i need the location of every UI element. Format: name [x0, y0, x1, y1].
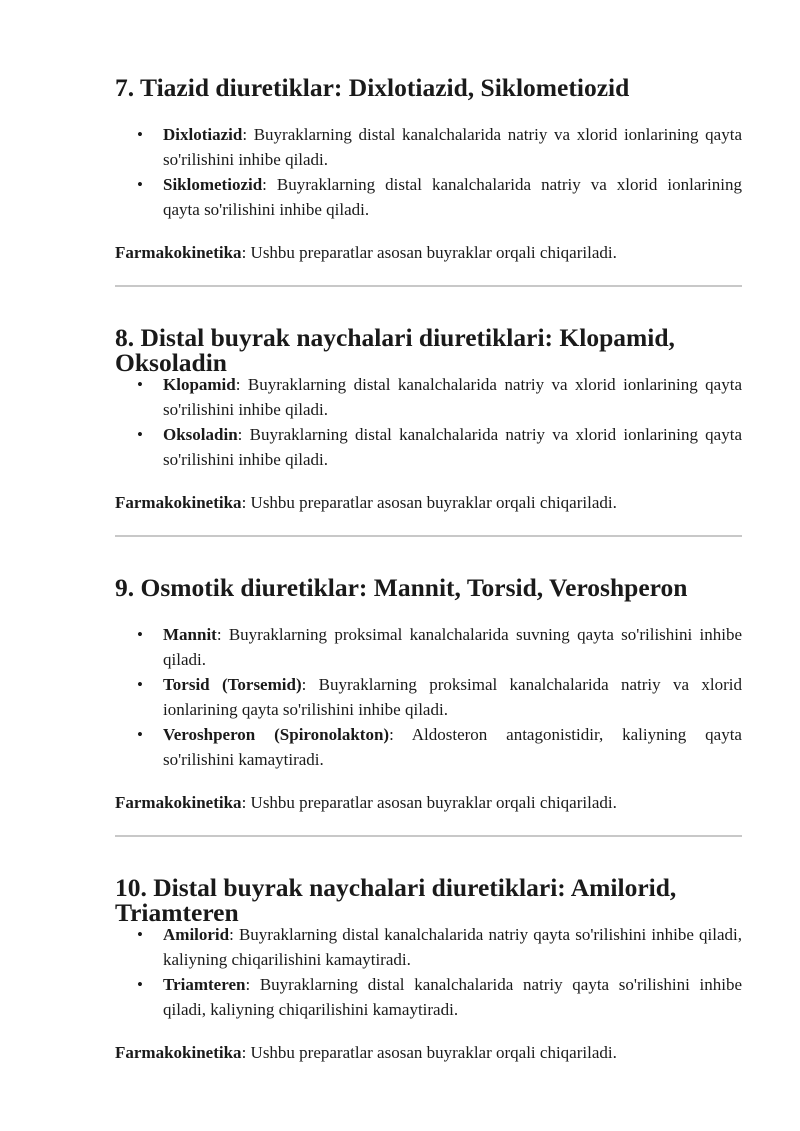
list-item [115, 672, 742, 722]
drug-description: : Buyraklarning proksimal kanalchalarida natriy va xlorid ionlarining qayta so'rilishini inhibe qiladi. [163, 675, 742, 719]
drug-description: : Buyraklarning distal kanalchalarida natriy qayta so'rilishini inhibe qiladi, kaliyning chiqarilishini kamaytiradi. [163, 925, 742, 969]
drug-description: : Buyraklarning distal kanalchalarida natriy va xlorid ionlarining qayta so'rilishini inhibe qiladi. [163, 125, 742, 169]
pharmacokinetics-label: Farmakokinetika [115, 243, 242, 262]
pharmacokinetics-text: : Ushbu preparatlar asosan buyraklar orqali chiqariladi. [241, 493, 617, 512]
pharmacokinetics-note [115, 240, 742, 265]
drug-name: Klopamid [163, 375, 236, 394]
bullet-icon: • [137, 625, 143, 644]
pharmacokinetics-label: Farmakokinetika [115, 1043, 242, 1062]
drug-name: Triamteren [163, 975, 246, 994]
list-item [115, 122, 742, 172]
pharmacokinetics-note [115, 490, 742, 515]
drug-name: Oksoladin [163, 425, 238, 444]
list-item [115, 172, 742, 222]
drug-description: : Buyraklarning proksimal kanalchalarida suvning qayta so'rilishini inhibe qiladi. [163, 625, 742, 669]
section-divider [115, 285, 742, 287]
pharmacokinetics-label: Farmakokinetika [115, 793, 242, 812]
bullet-icon: • [137, 675, 143, 694]
bullet-list [115, 622, 742, 772]
bullet-icon: • [137, 725, 143, 744]
section-heading: 10. Distal buyrak naychalari diuretiklari: Amilorid, Triamteren [115, 873, 677, 927]
drug-description: : Buyraklarning distal kanalchalarida natriy va xlorid ionlarining qayta so'rilishini inhibe qiladi. [163, 175, 742, 219]
section-divider [115, 835, 742, 837]
bullet-icon: • [137, 125, 143, 144]
drug-name: Veroshperon (Spironolakton) [163, 725, 390, 744]
bullet-icon: • [137, 925, 143, 944]
list-item [115, 372, 742, 422]
list-item [115, 722, 742, 772]
section-heading: 9. Osmotik diuretiklar: Mannit, Torsid, Veroshperon [115, 573, 688, 602]
list-item [115, 422, 742, 472]
bullet-icon: • [137, 175, 143, 194]
bullet-list [115, 122, 742, 222]
bullet-icon: • [137, 975, 143, 994]
section-heading: 8. Distal buyrak naychalari diuretiklari: Klopamid, Oksoladin [115, 323, 675, 377]
pharmacokinetics-note [115, 790, 742, 815]
list-item [115, 922, 742, 972]
drug-name: Torsid (Torsemid) [163, 675, 302, 694]
pharmacokinetics-label: Farmakokinetika [115, 493, 242, 512]
section-heading: 7. Tiazid diuretiklar: Dixlotiazid, Siklometiozid [115, 73, 630, 102]
pharmacokinetics-text: : Ushbu preparatlar asosan buyraklar orqali chiqariladi. [241, 793, 617, 812]
drug-name: Amilorid [163, 925, 230, 944]
pharmacokinetics-text: : Ushbu preparatlar asosan buyraklar orqali chiqariladi. [241, 243, 617, 262]
bullet-list [115, 922, 742, 1022]
bullet-icon: • [137, 425, 143, 444]
bullet-icon: • [137, 375, 143, 394]
drug-description: : Buyraklarning distal kanalchalarida natriy va xlorid ionlarining qayta so'rilishini inhibe qiladi. [163, 425, 742, 469]
list-item [115, 622, 742, 672]
drug-name: Dixlotiazid [163, 125, 243, 144]
drug-description: : Buyraklarning distal kanalchalarida natriy va xlorid ionlarining qayta so'rilishini inhibe qiladi. [163, 375, 742, 419]
pharmacokinetics-note [115, 1040, 742, 1065]
drug-description: : Buyraklarning distal kanalchalarida natriy qayta so'rilishini inhibe qiladi, kaliyning chiqarilishini kamaytiradi. [163, 975, 742, 1019]
pharmacokinetics-text: : Ushbu preparatlar asosan buyraklar orqali chiqariladi. [241, 1043, 617, 1062]
drug-name: Mannit [163, 625, 217, 644]
drug-description: : Aldosteron antagonistidir, kaliyning qayta so'rilishini kamaytiradi. [163, 725, 742, 769]
section-divider [115, 535, 742, 537]
drug-name: Siklometiozid [163, 175, 263, 194]
list-item [115, 972, 742, 1022]
bullet-list [115, 372, 742, 472]
